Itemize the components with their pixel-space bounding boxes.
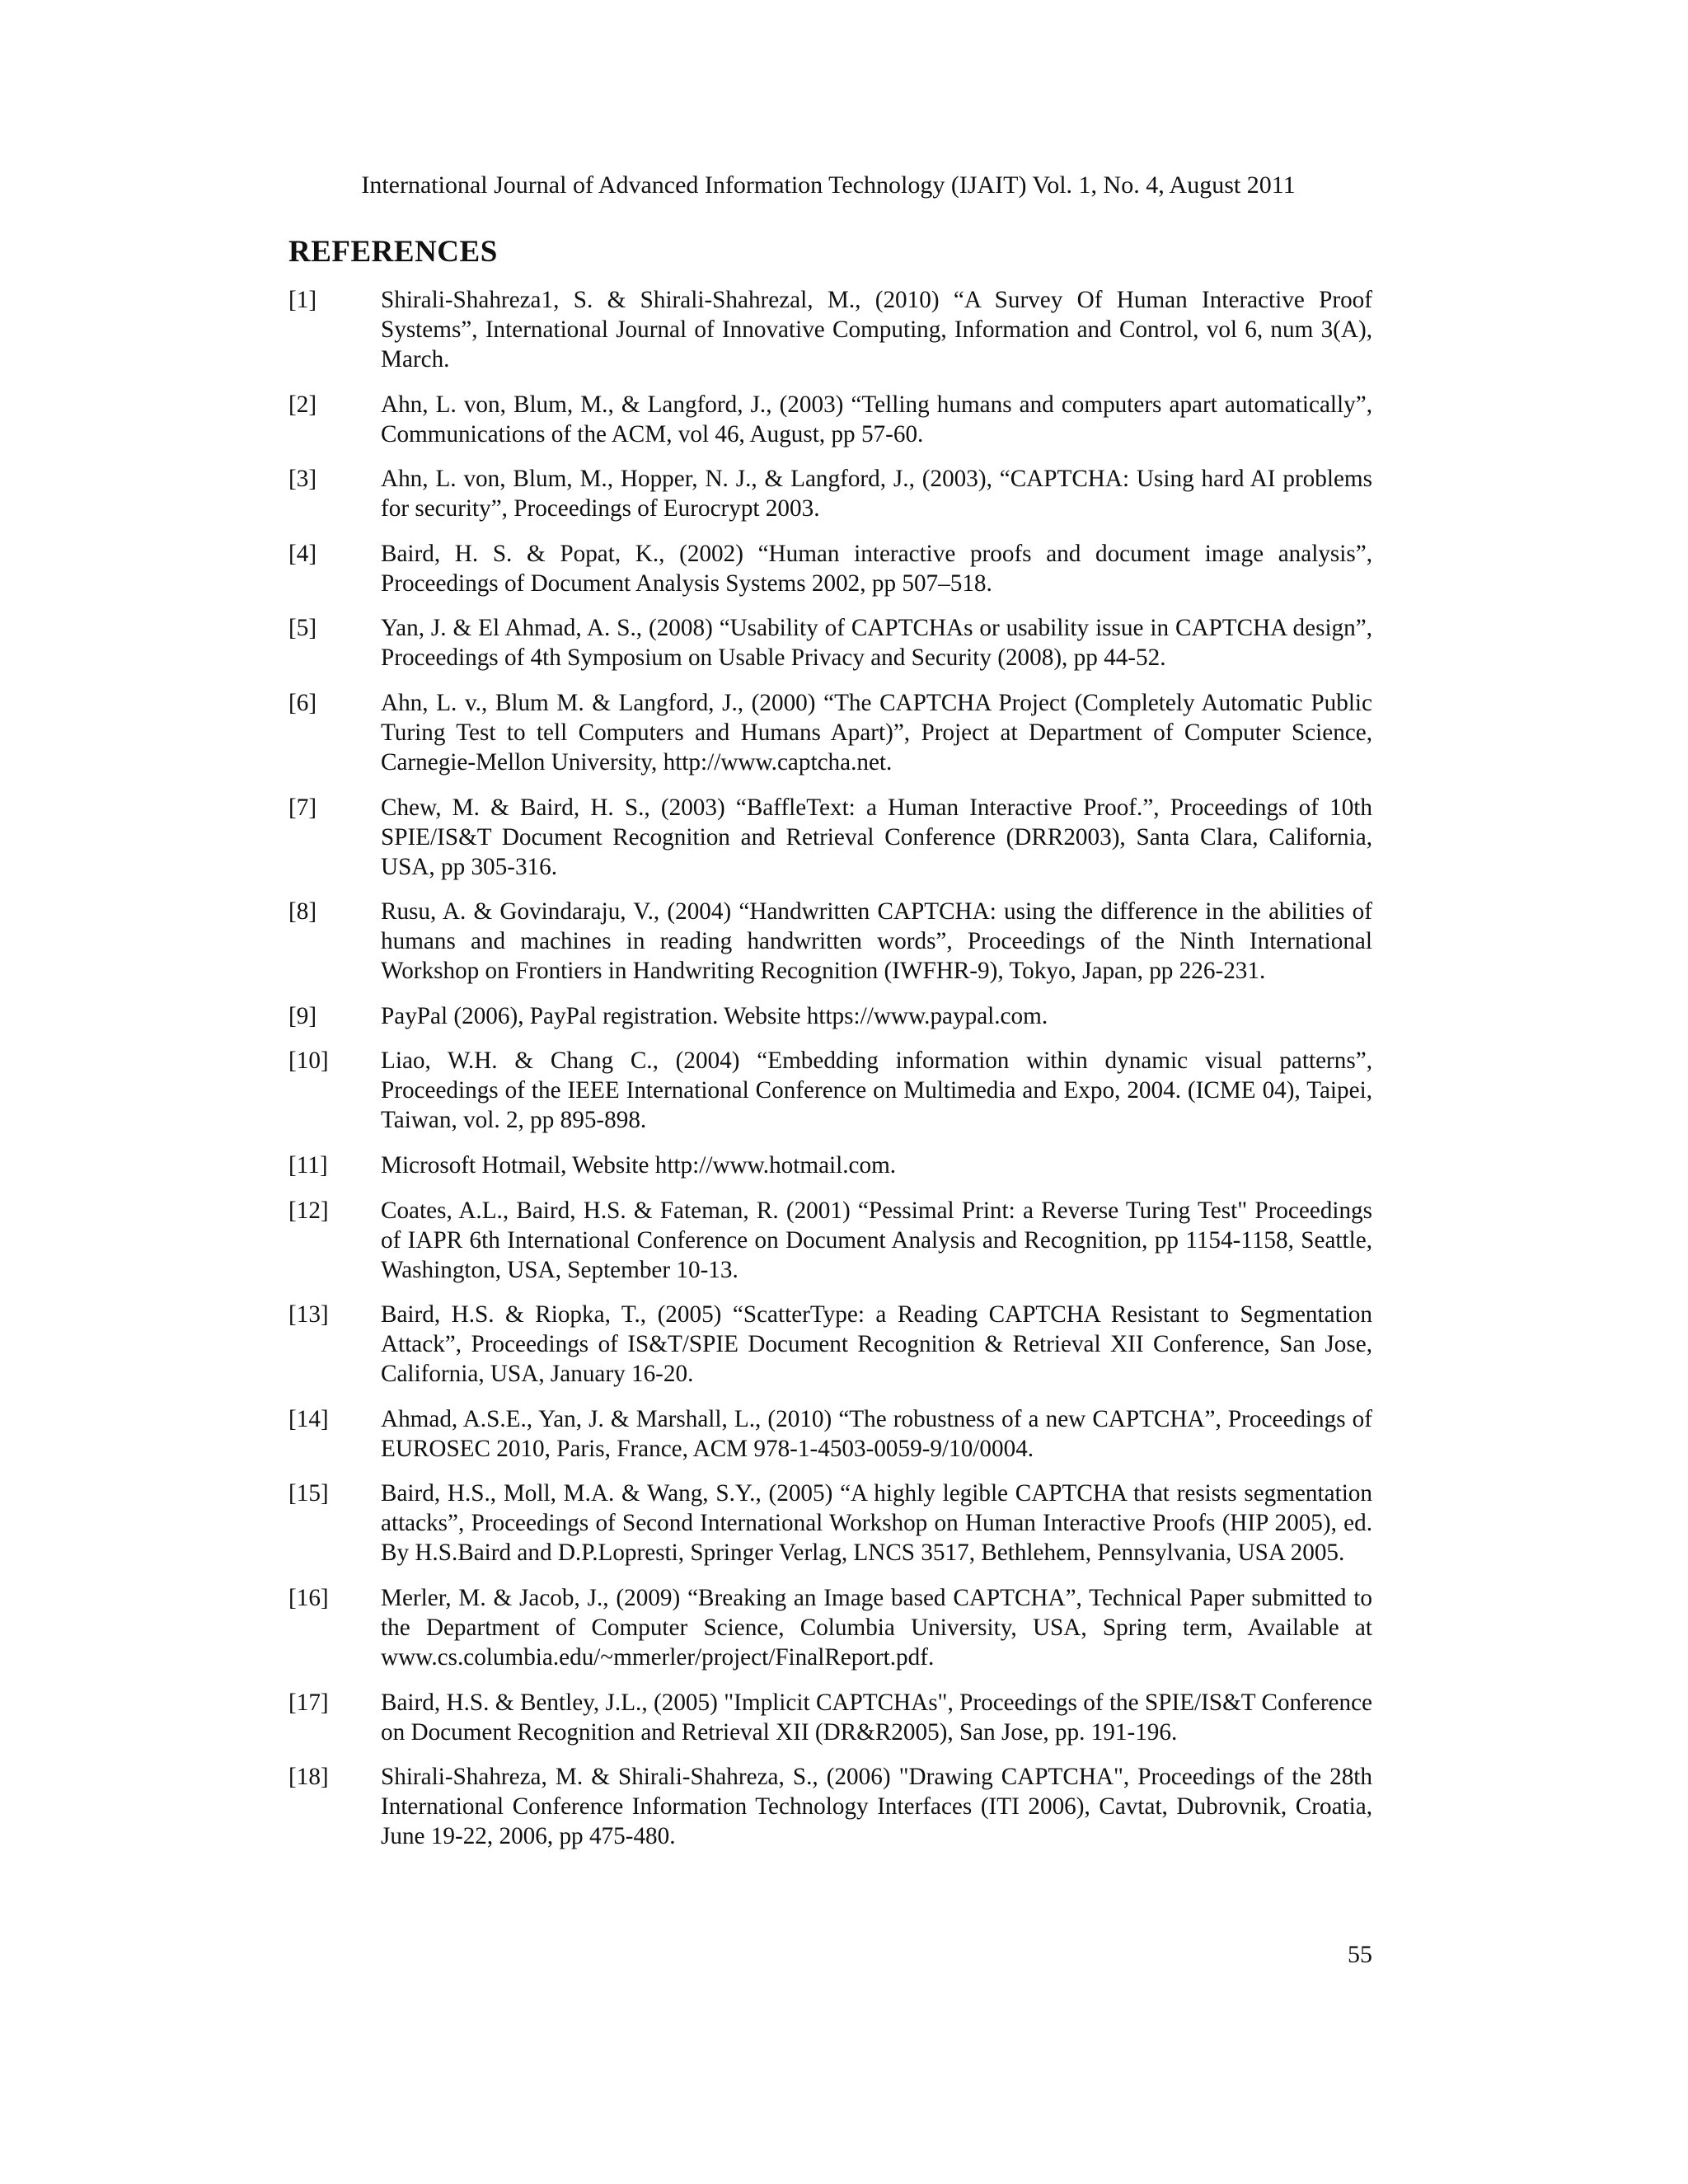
reference-item (288, 464, 1372, 523)
reference-text: Microsoft Hotmail, Website http://www.hotmail.com. (381, 1151, 897, 1179)
reference-number: [17] (288, 1689, 329, 1716)
reference-number: [14] (288, 1405, 329, 1432)
reference-text: Merler, M. & Jacob, J., (2009) “Breaking an Image based CAPTCHA”, Technical Paper submitted to the Department of Computer Science, Columbia University, USA, Spring term, Available at www.cs.columbia.edu/~mmerler/project/FinalReport.pdf. (381, 1584, 1372, 1671)
reference-item (288, 1583, 1372, 1672)
reference-item (288, 793, 1372, 882)
reference-item (288, 285, 1372, 374)
reference-item (288, 1762, 1372, 1851)
reference-number: [18] (288, 1764, 329, 1791)
reference-text: Baird, H. S. & Popat, K., (2002) “Human interactive proofs and document image analysis”, Proceedings of Document Analysis Systems 2002, pp 507–518. (381, 540, 1372, 597)
reference-number: [11] (288, 1151, 328, 1179)
reference-number: [13] (288, 1301, 329, 1329)
reference-number: [4] (288, 540, 317, 567)
reference-text: Ahn, L. von, Blum, M., & Langford, J., (2003) “Telling humans and computers apart automatically”, Communications of the ACM, vol 46, August, pp 57-60. (381, 391, 1372, 448)
reference-text: Rusu, A. & Govindaraju, V., (2004) “Handwritten CAPTCHA: using the difference in the abilities of humans and machines in reading handwritten words”, Proceedings of the Ninth International Workshop on Frontiers in Handwriting Recognition (IWFHR-9), Tokyo, Japan, pp 226-231. (381, 898, 1372, 985)
reference-number: [3] (288, 466, 317, 493)
section-heading: REFERENCES (288, 235, 498, 269)
reference-number: [1] (288, 287, 317, 313)
reference-number: [9] (288, 1002, 317, 1029)
reference-text: Ahn, L. v., Blum M. & Langford, J., (2000) “The CAPTCHA Project (Completely Automatic Public Turing Test to tell Computers and Humans Apart)”, Project at Department of Computer Science, Carnegie-Mellon University, http://www.captcha.net. (381, 689, 1372, 776)
running-header: International Journal of Advanced Information Technology (IJAIT) Vol. 1, No. 4, August 2011 (361, 171, 1296, 199)
reference-item (288, 390, 1372, 449)
reference-item (288, 897, 1372, 986)
reference-text: Liao, W.H. & Chang C., (2004) “Embedding information within dynamic visual patterns”, Proceedings of the IEEE International Conference on Multimedia and Expo, 2004. (ICME 04), Taipei, Taiwan, vol. 2, pp 895-898. (381, 1047, 1372, 1134)
reference-item (288, 1404, 1372, 1464)
reference-number: [12] (288, 1197, 329, 1224)
reference-item (288, 1479, 1372, 1568)
reference-item (288, 1196, 1372, 1285)
reference-text: Baird, H.S. & Riopka, T., (2005) “ScatterType: a Reading CAPTCHA Resistant to Segmentation Attack”, Proceedings of IS&T/SPIE Document Recognition & Retrieval XII Conference, San Jose, California, USA, January 16-20. (381, 1301, 1372, 1388)
reference-text: Ahn, L. von, Blum, M., Hopper, N. J., & Langford, J., (2003), “CAPTCHA: Using hard AI problems for security”, Proceedings of Eurocrypt 2003. (381, 466, 1372, 523)
reference-text: Baird, H.S., Moll, M.A. & Wang, S.Y., (2005) “A highly legible CAPTCHA that resists segmentation attacks”, Proceedings of Second International Workshop on Human Interactive Proofs (HIP 2005), ed. By H.S.Baird and D.P.Lopresti, Springer Verlag, LNCS 3517, Bethlehem, Pennsylvania, USA 2005. (381, 1480, 1372, 1567)
reference-item (288, 1151, 1372, 1180)
reference-text: Shirali-Shahreza1, S. & Shirali-Shahrezal, M., (2010) “A Survey Of Human Interactive Proof Systems”, International Journal of Innovative Computing, Information and Control, vol 6, num 3(A), March. (381, 287, 1372, 373)
reference-text: Baird, H.S. & Bentley, J.L., (2005) "Implicit CAPTCHAs", Proceedings of the SPIE/IS&T Conference on Document Recognition and Retrieval XII (DR&R2005), San Jose, pp. 191-196. (381, 1689, 1372, 1746)
reference-number: [15] (288, 1480, 329, 1507)
reference-text: PayPal (2006), PayPal registration. Website https://www.paypal.com. (381, 1002, 1048, 1029)
reference-item (288, 1300, 1372, 1389)
reference-number: [2] (288, 391, 317, 418)
reference-text: Coates, A.L., Baird, H.S. & Fateman, R. (2001) “Pessimal Print: a Reverse Turing Test" Proceedings of IAPR 6th International Conference on Document Analysis and Recognition, pp 1154-1158, Seattle, Washington, USA, September 10-13. (381, 1197, 1372, 1283)
reference-list (288, 285, 1372, 1867)
reference-item (288, 539, 1372, 598)
page-number: 55 (1348, 1941, 1372, 1968)
reference-number: [6] (288, 689, 317, 716)
reference-item (288, 688, 1372, 777)
reference-item (288, 1001, 1372, 1031)
reference-item (288, 613, 1372, 673)
reference-text: Yan, J. & El Ahmad, A. S., (2008) “Usability of CAPTCHAs or usability issue in CAPTCHA design”, Proceedings of 4th Symposium on Usable Privacy and Security (2008), pp 44-52. (381, 615, 1372, 672)
reference-item (288, 1688, 1372, 1747)
reference-number: [10] (288, 1047, 329, 1075)
reference-text: Shirali-Shahreza, M. & Shirali-Shahreza, S., (2006) "Drawing CAPTCHA", Proceedings of the 28th International Conference Information Technology Interfaces (ITI 2006), Cavtat, Dubrovnik, Croatia, June 19-22, 2006, pp 475-480. (381, 1764, 1372, 1850)
reference-number: [7] (288, 794, 317, 821)
reference-item (288, 1046, 1372, 1135)
reference-number: [5] (288, 615, 317, 642)
reference-text: Ahmad, A.S.E., Yan, J. & Marshall, L., (2010) “The robustness of a new CAPTCHA”, Proceedings of EUROSEC 2010, Paris, France, ACM 978-1-4503-0059-9/10/0004. (381, 1405, 1372, 1462)
reference-number: [16] (288, 1584, 329, 1611)
reference-text: Chew, M. & Baird, H. S., (2003) “BaffleText: a Human Interactive Proof.”, Proceedings of 10th SPIE/IS&T Document Recognition and Retrieval Conference (DRR2003), Santa Clara, California, USA, pp 305-316. (381, 794, 1372, 880)
reference-number: [8] (288, 898, 317, 926)
